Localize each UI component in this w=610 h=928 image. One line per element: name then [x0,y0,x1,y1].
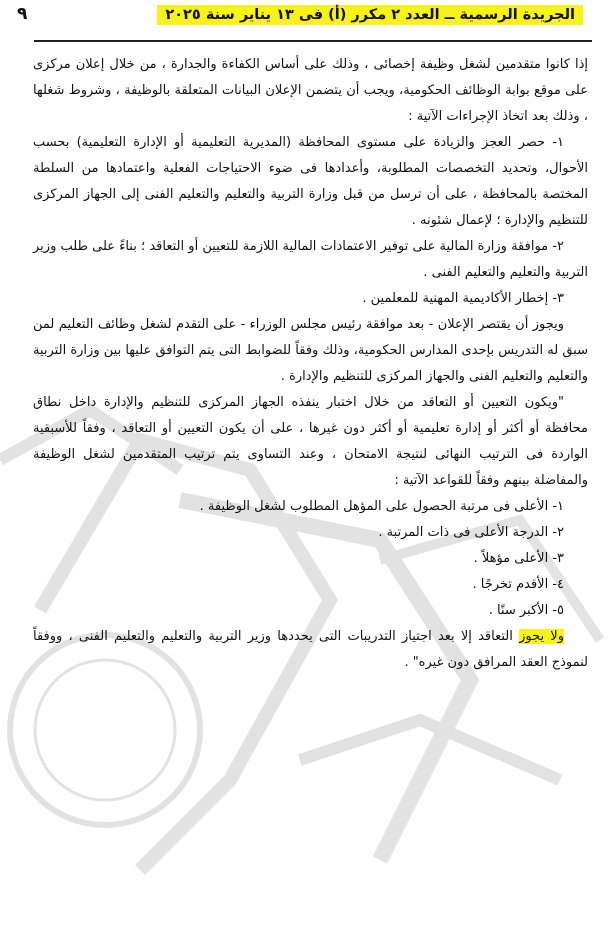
exception-paragraph: ويجوز أن يقتصر الإعلان - بعد موافقة رئيس مجلس الوزراء - على التقدم لشغل وظائف التعليم لمن سبق له التدريس بإحدى المدارس الحكومية، وذلك وفقاً للضوابط التى يتم التوافق عليها بين وزارة التربية والتعليم والتعليم الفنى والجهاز المركزى للتنظيم والإدارة . [33,317,588,384]
appointment-paragraph: "ويكون التعيين أو التعاقد من خلال اختبار ينفذه الجهاز المركزى للتنظيم والإدارة داخل نطاق محافظة أو أكثر أو إدارة تعليمية أو أكثر دون غيرها ، على أن يكون التعيين أو التعاقد ، وفقاً للأسبقية الواردة فى الترتيب النهائى لنتيجة الامتحان ، وعند التساوى يتم ترتيب المتقدمين لشغل الوظيفة والمفاضلة بينهم وفقاً للقواعد الآتية : [33,395,588,488]
final-paragraph-text: التعاقد إلا بعد اجتياز التدريبات التى يحددها وزير التربية والتعليم والتعليم الفنى ، ووفقاً لنموذج العقد المرافق دون غيره" . [33,629,588,670]
procedure-item-1: ١- حصر العجز والزيادة على مستوى المحافظة (المديرية التعليمية أو الإدارة التعليمية) بحسب الأحوال، وتحديد التخصصات المطلوبة، وأعدادها فى ضوء الاحتياجات الفعلية واعتمادها من السلطة المختصة بالمحافظة ، على أن ترسل من قبل وزارة التربية والتعليم والتعليم الفنى إلى الجهاز المركزى للتنظيم والإدارة ؛ لإعمال شئونه . [33,135,588,228]
page-number: ٩ [17,4,28,24]
rule-item-4: ٤- الأقدم تخرجًا . [472,577,564,592]
procedure-item-3: ٣- إخطار الأكاديمية المهنية للمعلمين . [362,291,564,306]
final-paragraph [33,624,588,676]
rule-item-1: ١- الأعلى فى مرتبة الحصول على المؤهل المطلوب لشغل الوظيفة . [199,499,564,514]
gazette-header-title: الجريدة الرسمية ــ العدد ٢ مكرر (أ) فى ١٣ يناير سنة ٢٠٢٥ [157,5,583,25]
document-body [33,52,588,676]
procedure-item-2: ٢- موافقة وزارة المالية على توفير الاعتمادات المالية اللازمة للتعيين أو التعاقد ؛ بناءً على طلب وزير التربية والتعليم والتعليم الفنى . [33,239,588,280]
header-divider [34,40,592,42]
highlighted-phrase: ولا يجوز [519,629,565,644]
rule-item-5: ٥- الأكبر سنًا . [488,603,564,618]
rule-item-3: ٣- الأعلى مؤهلاً . [473,551,564,566]
rule-item-2: ٢- الدرجة الأعلى فى ذات المرتبة . [378,525,564,540]
intro-paragraph: إذا كانوا متقدمين لشغل وظيفة إخصائى ، وذلك على أساس الكفاءة والجدارة ، من خلال إعلان مركزى على موقع بوابة الوظائف الحكومية، ويجب أن يتضمن الإعلان البيانات المتعلقة بالوظيفة ، وشروط شغلها ، وذلك بعد اتخاذ الإجراءات الآتية : [33,57,588,124]
